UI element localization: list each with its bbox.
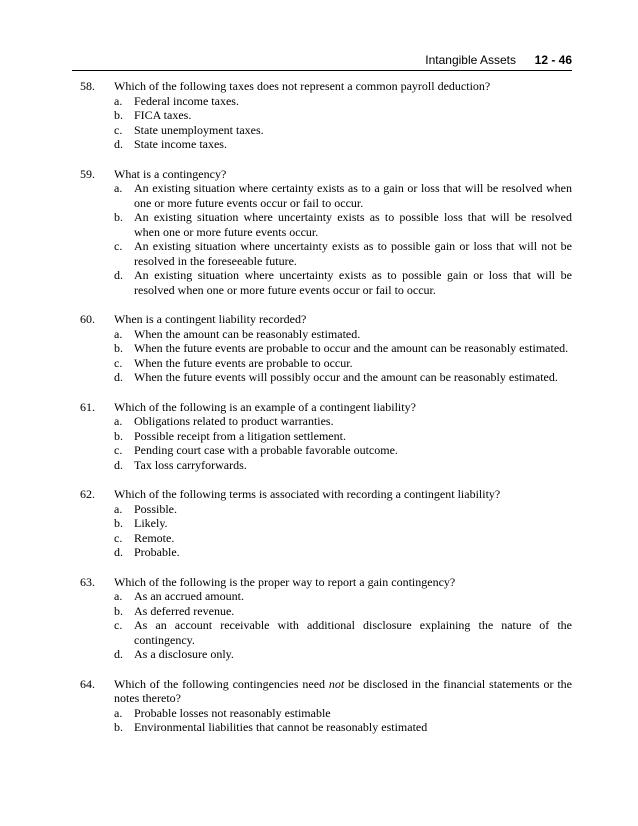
answer-option [114,356,572,371]
option-text: When the future events are probable to occur. [134,355,353,370]
option-text: An existing situation where certainty exists as to a gain or loss that will be resolved when one or more future events occur or fail to occur. [134,181,572,210]
answer-option [114,604,572,619]
option-letter: b. [114,603,123,618]
question-number: 61. [80,399,95,414]
option-letter: d. [114,268,123,282]
option-text: Remote. [134,530,175,545]
option-letter: b. [114,108,123,122]
page-header [72,50,572,71]
answer-option [114,502,572,517]
option-text: When the amount can be reasonably estimated. [134,326,361,341]
option-letter: a. [114,326,123,341]
answer-option [114,108,572,123]
answer-option [114,545,572,560]
option-letter: d. [114,545,123,559]
question-stem-text: Which of the following contingencies need [114,676,329,691]
option-text: Possible. [134,501,178,516]
answer-option [114,443,572,458]
option-text: When the future events are probable to occur and the amount can be reasonably estimated. [134,341,569,355]
answer-option [114,706,572,721]
option-text: State unemployment taxes. [134,122,264,137]
option-letter: c. [114,530,123,545]
answer-option [114,531,572,546]
option-text: Environmental liabilities that cannot be reasonably estimated [134,720,428,734]
question-list [80,79,572,750]
question-stem: Which of the following taxes does not represent a common payroll deduction? [114,79,491,93]
option-text: An existing situation where uncertainty exists as to possible loss that will be resolved when one or more future events occur. [134,210,572,239]
question-item [80,487,572,560]
option-letter: d. [114,647,123,661]
question-stem [114,677,572,706]
question-number: 58. [80,79,95,93]
question-number: 62. [80,487,95,501]
option-letter: d. [114,137,123,151]
option-letter: d. [114,457,123,472]
option-text: Pending court case with a probable favorable outcome. [134,443,398,457]
option-letter: b. [114,428,123,443]
option-letter: c. [114,355,123,370]
option-letter: a. [114,181,123,195]
option-text: An existing situation where uncertainty exists as to possible gain or loss that will not be resolved in the foreseeable future. [134,239,572,268]
section-title: Intangible Assets [425,53,516,67]
option-letter: d. [114,370,123,384]
answer-option [114,210,572,239]
answer-option [114,516,572,531]
answer-option [114,414,572,429]
question-item [80,79,572,152]
option-letter: a. [114,501,123,516]
option-text: As an accrued amount. [134,589,244,603]
page-number: 12 - 46 [534,53,572,67]
answer-option [114,123,572,138]
option-letter: b. [114,210,123,224]
question-stem: Which of the following is an example of a contingent liability? [114,399,416,414]
answer-option [114,618,572,647]
answer-option [114,341,572,356]
question-stem-text: be disclosed in the financial statements or the notes thereto? [114,676,572,705]
question-number: 63. [80,574,95,589]
option-text: As a disclosure only. [134,647,234,661]
question-item [80,400,572,473]
answer-option [114,458,572,473]
question-item [80,677,572,735]
question-item [80,575,572,662]
answer-option [114,720,572,735]
question-number: 64. [80,676,95,691]
answer-option [114,94,572,109]
option-letter: b. [114,341,123,355]
question-number: 60. [80,312,95,326]
option-letter: c. [114,239,123,253]
option-text: State income taxes. [134,137,227,151]
option-text: Likely. [134,516,168,530]
option-text: As an account receivable with additional disclosure explaining the nature of the contingency. [134,618,572,647]
option-text: FICA taxes. [134,108,192,122]
answer-option [114,647,572,662]
answer-option [114,239,572,268]
answer-option [114,327,572,342]
option-letter: a. [114,705,123,720]
answer-option [114,589,572,604]
option-letter: a. [114,93,123,108]
answer-option [114,268,572,297]
option-letter: c. [114,443,123,457]
option-text: An existing situation where uncertainty exists as to possible gain or loss that will be resolved when one or more future events occur or fail to occur. [134,268,572,297]
question-stem: Which of the following terms is associated with recording a contingent liability? [114,487,501,501]
option-text: Federal income taxes. [134,93,239,108]
answer-option [114,137,572,152]
answer-option [114,429,572,444]
option-text: Probable. [134,545,180,559]
option-letter: b. [114,516,123,530]
option-letter: c. [114,122,123,137]
option-text: Tax loss carryforwards. [134,457,247,472]
question-item [80,167,572,298]
option-text: As deferred revenue. [134,603,235,618]
question-stem: What is a contingency? [114,166,227,181]
option-text: Possible receipt from a litigation settlement. [134,428,346,443]
option-letter: b. [114,720,123,734]
question-stem-emphasis: not [328,676,345,691]
question-stem: When is a contingent liability recorded? [114,312,307,326]
question-number: 59. [80,166,95,181]
option-letter: c. [114,618,123,632]
option-letter: a. [114,414,123,428]
question-stem: Which of the following is the proper way to report a gain contingency? [114,574,456,589]
option-text: Obligations related to product warranties. [134,414,334,428]
answer-option [114,181,572,210]
option-text: When the future events will possibly occur and the amount can be reasonably estimated. [134,370,558,384]
option-letter: a. [114,589,123,603]
answer-option [114,370,572,385]
question-item [80,312,572,385]
option-text: Probable losses not reasonably estimable [134,705,331,720]
